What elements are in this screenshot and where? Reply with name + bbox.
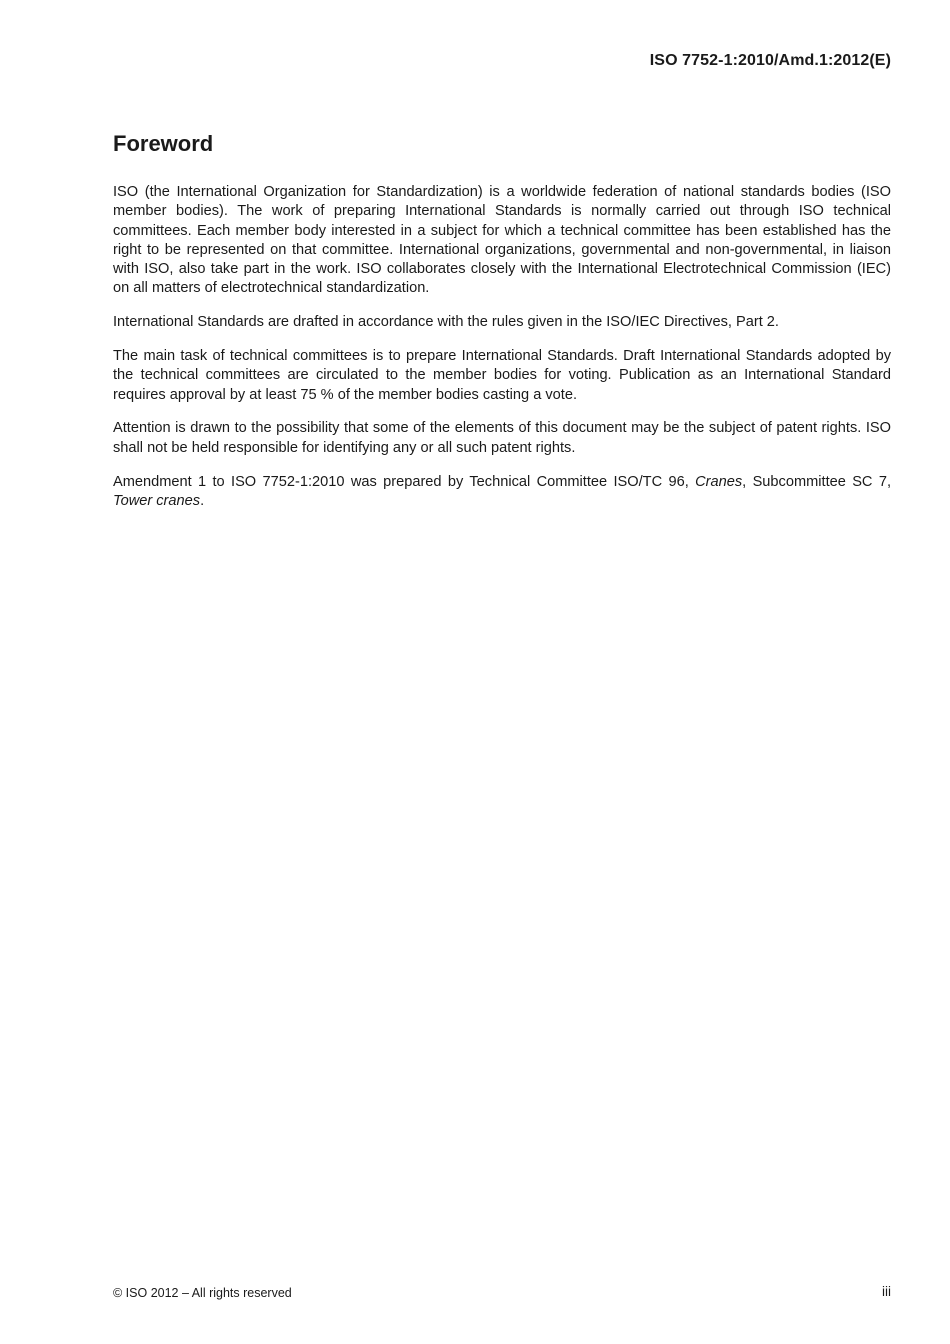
subcommittee-title: Tower cranes xyxy=(113,492,201,509)
amendment-text-2: , Subcommittee SC 7, xyxy=(742,473,891,490)
committee-title: Cranes xyxy=(695,473,743,490)
document-reference: ISO 7752-1:2010/Amd.1:2012(E) xyxy=(649,52,891,69)
paragraph-amendment-info xyxy=(113,473,891,512)
page-number: iii xyxy=(882,1284,891,1299)
amendment-text-3: . xyxy=(200,492,205,509)
copyright-notice: © ISO 2012 – All rights reserved xyxy=(113,1286,292,1300)
paragraph-committee-task: The main task of technical committees is to prepare International Standards. Draft International Standards adopted by the technical committees are circulated to the member bodies for voting. Publication as an International Standard requires approval by at least 75 % of the member bodies casting a vote. xyxy=(113,348,891,403)
amendment-text-1: Amendment 1 to ISO 7752-1:2010 was prepared by Technical Committee ISO/TC 96, xyxy=(113,473,696,490)
paragraph-directives: International Standards are drafted in accordance with the rules given in the ISO/IEC Directives, Part 2. xyxy=(113,314,779,331)
section-title: Foreword xyxy=(113,131,214,156)
paragraph-iso-intro: ISO (the International Organization for Standardization) is a worldwide federation of national standards bodies (ISO member bodies). The work of preparing International Standards is normally carried out through ISO technical committees. Each member body interested in a subject for which a technical committee has been established has the right to be represented on that committee. International organizations, governmental and non-governmental, in liaison with ISO, also take part in the work. ISO collaborates closely with the International Electrotechnical Commission (IEC) on all matters of electrotechnical standardization. xyxy=(113,184,891,297)
foreword-body xyxy=(113,183,891,526)
paragraph-patent-notice: Attention is drawn to the possibility that some of the elements of this document may be the subject of patent rights. ISO shall not be held responsible for identifying any or all such patent rights. xyxy=(113,420,891,456)
